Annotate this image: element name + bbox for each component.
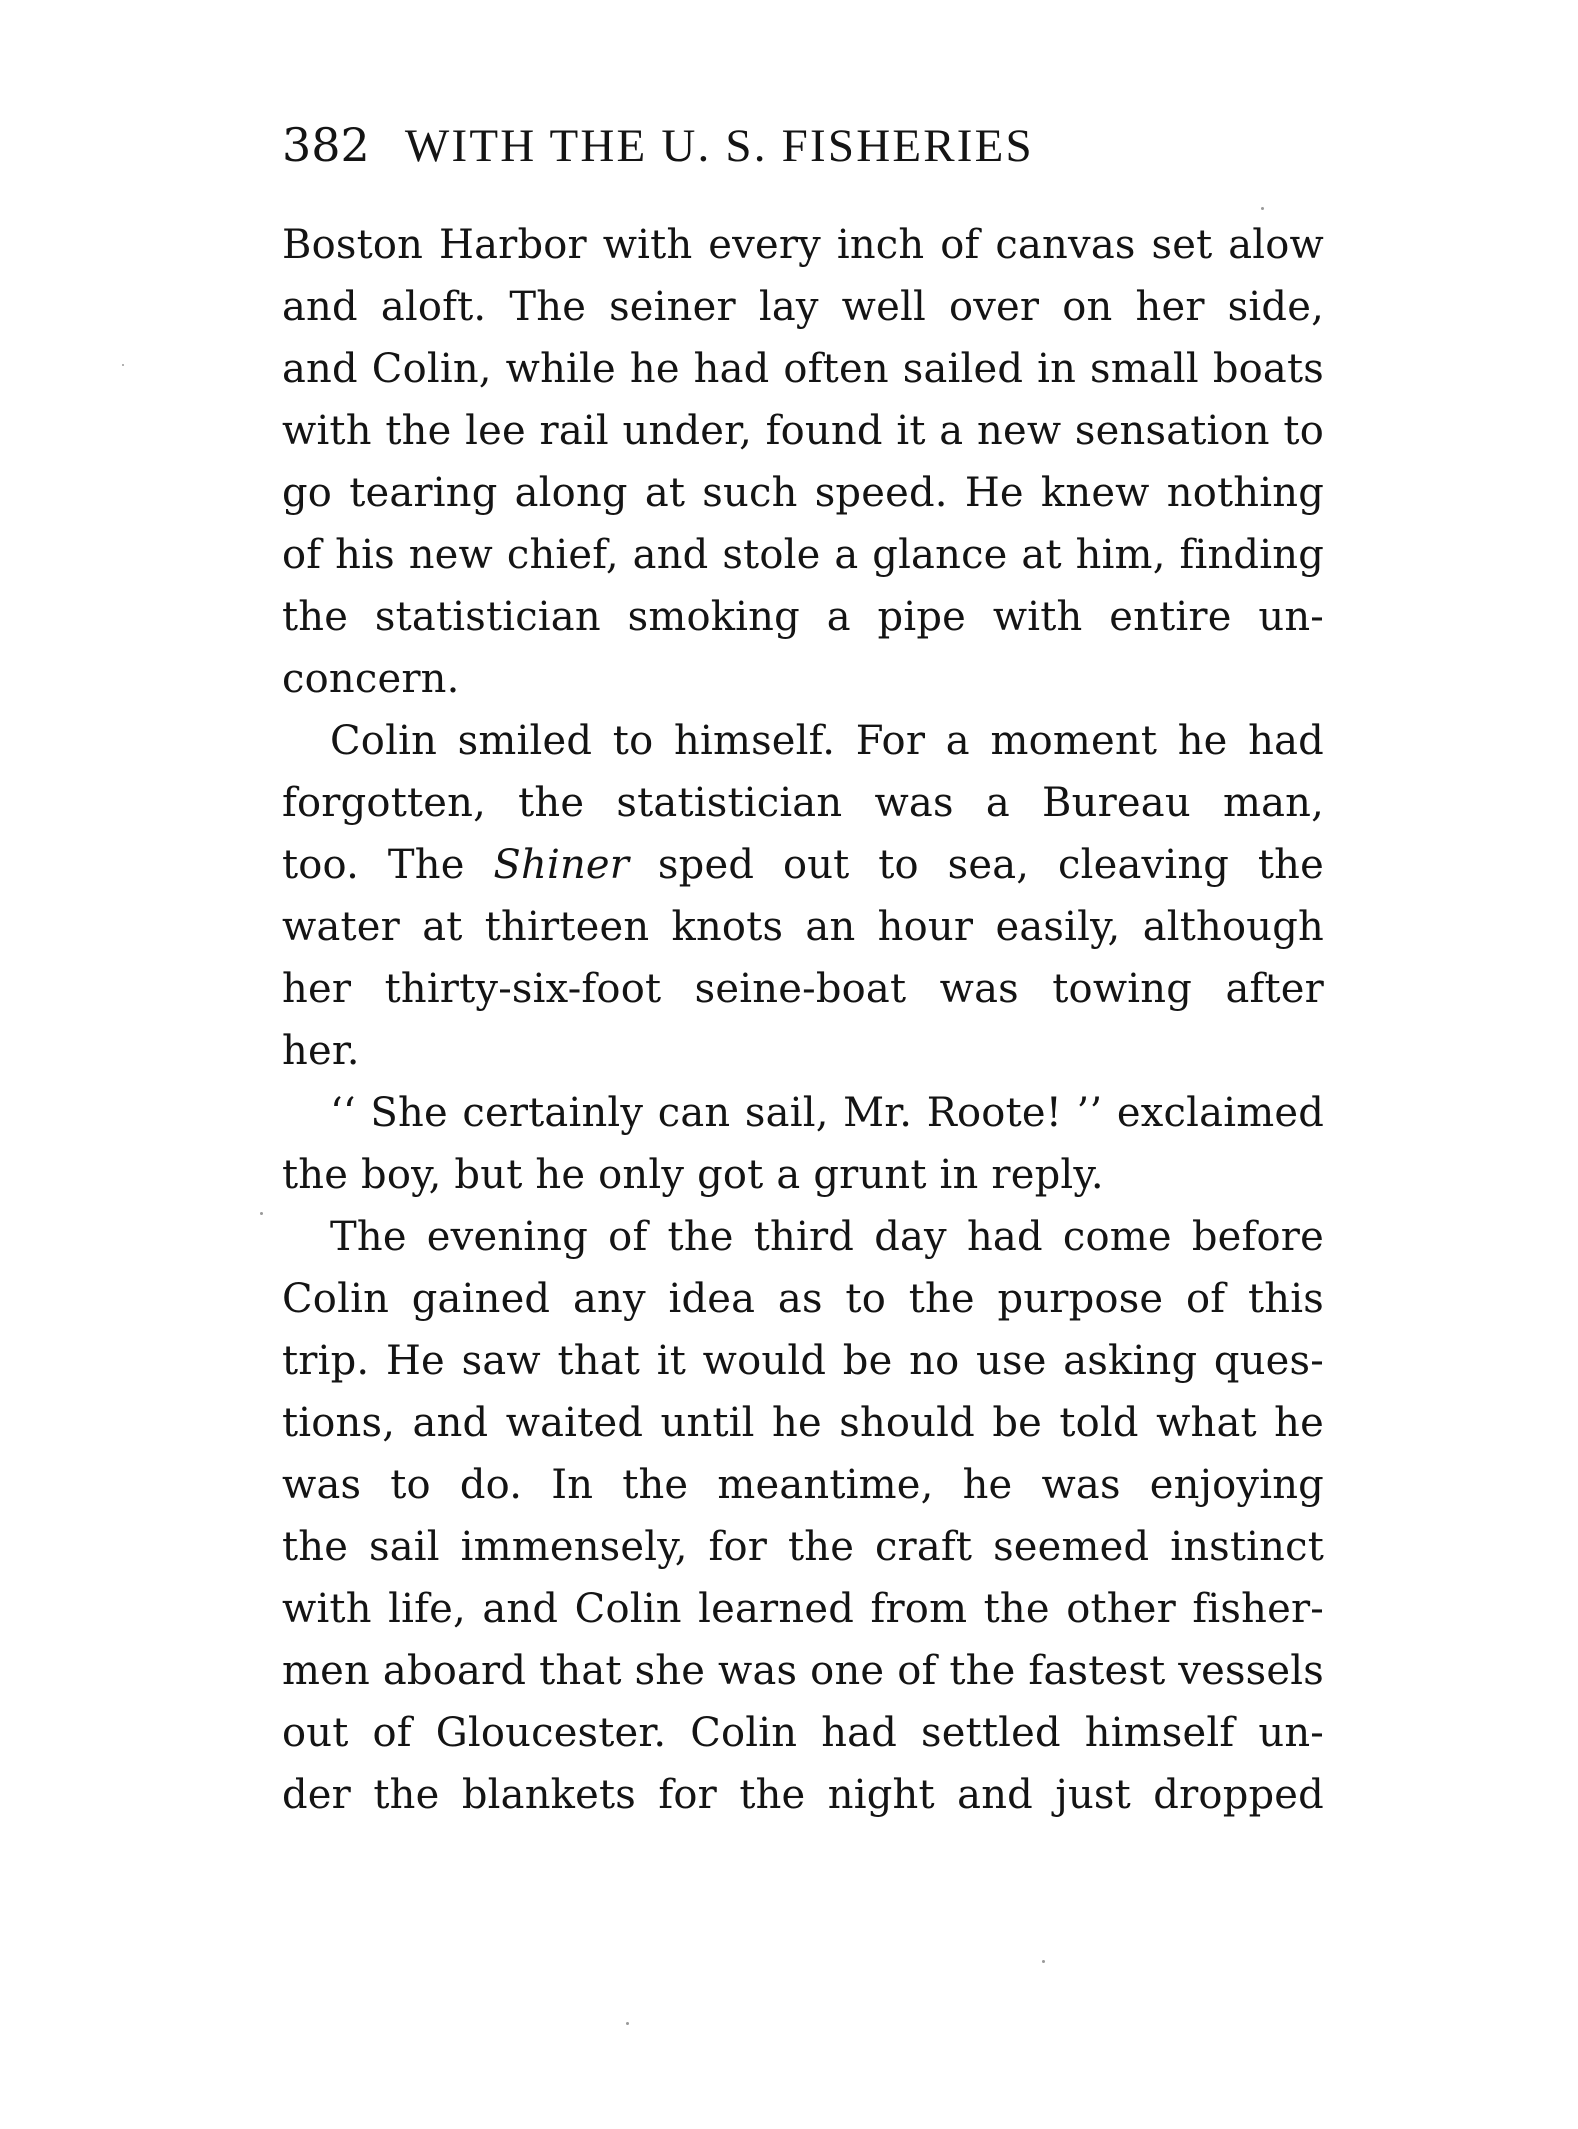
running-title: WITH THE U. S. FISHERIES	[404, 120, 1034, 172]
text-line: forgotten, the statistician was a Bureau man,	[282, 780, 1324, 826]
text-line: her.	[282, 1028, 360, 1074]
text-line: The evening of the third day had come before	[330, 1214, 1324, 1260]
text-line: tions, and waited until he should be told what he	[282, 1400, 1324, 1446]
text-line: was to do. In the meantime, he was enjoying	[282, 1462, 1324, 1508]
text-line: Colin gained any idea as to the purpose of this	[282, 1276, 1324, 1322]
text-line: the sail immensely, for the craft seemed instinct	[282, 1524, 1324, 1570]
text-line: with life, and Colin learned from the other fisher-	[282, 1586, 1324, 1632]
text-line: Boston Harbor with every inch of canvas set alow	[282, 222, 1324, 268]
page-number: 382	[282, 118, 370, 172]
text-line: men aboard that she was one of the fastest vessels	[282, 1648, 1324, 1694]
scan-speck	[260, 1212, 263, 1215]
scan-speck	[1261, 207, 1264, 210]
text-line: Colin smiled to himself. For a moment he had	[330, 718, 1324, 764]
text-line: and aloft. The seiner lay well over on her side,	[282, 284, 1324, 330]
text-line: go tearing along at such speed. He knew nothing	[282, 470, 1324, 516]
text-line: water at thirteen knots an hour easily, although	[282, 904, 1324, 950]
page-header	[282, 118, 1322, 198]
text-line: der the blankets for the night and just dropped	[282, 1772, 1324, 1818]
text-line: ‘‘ She certainly can sail, Mr. Roote! ’’ exclaimed	[330, 1090, 1324, 1136]
text-span: too. The	[282, 842, 494, 888]
ship-name-italic: Shiner	[493, 842, 630, 888]
text-line: and Colin, while he had often sailed in small boats	[282, 346, 1324, 392]
text-line: trip. He saw that it would be no use asking ques-	[282, 1338, 1324, 1384]
text-span: sped out to sea, cleaving the	[629, 842, 1325, 888]
scan-speck	[1042, 1960, 1045, 1963]
scan-speck	[122, 364, 124, 366]
scan-speck	[626, 2022, 629, 2025]
text-line: of his new chief, and stole a glance at him, finding	[282, 532, 1324, 578]
text-line: the statistician smoking a pipe with entire un-	[282, 594, 1324, 640]
body-text	[282, 214, 1324, 1826]
text-line: out of Gloucester. Colin had settled himself un-	[282, 1710, 1324, 1756]
text-line: with the lee rail under, found it a new sensation to	[282, 408, 1324, 454]
text-line: the boy, but he only got a grunt in reply.	[282, 1152, 1104, 1198]
text-line: concern.	[282, 656, 460, 702]
text-line: her thirty-six-foot seine-boat was towing after	[282, 966, 1324, 1012]
text-line-with-italic	[282, 834, 1324, 896]
